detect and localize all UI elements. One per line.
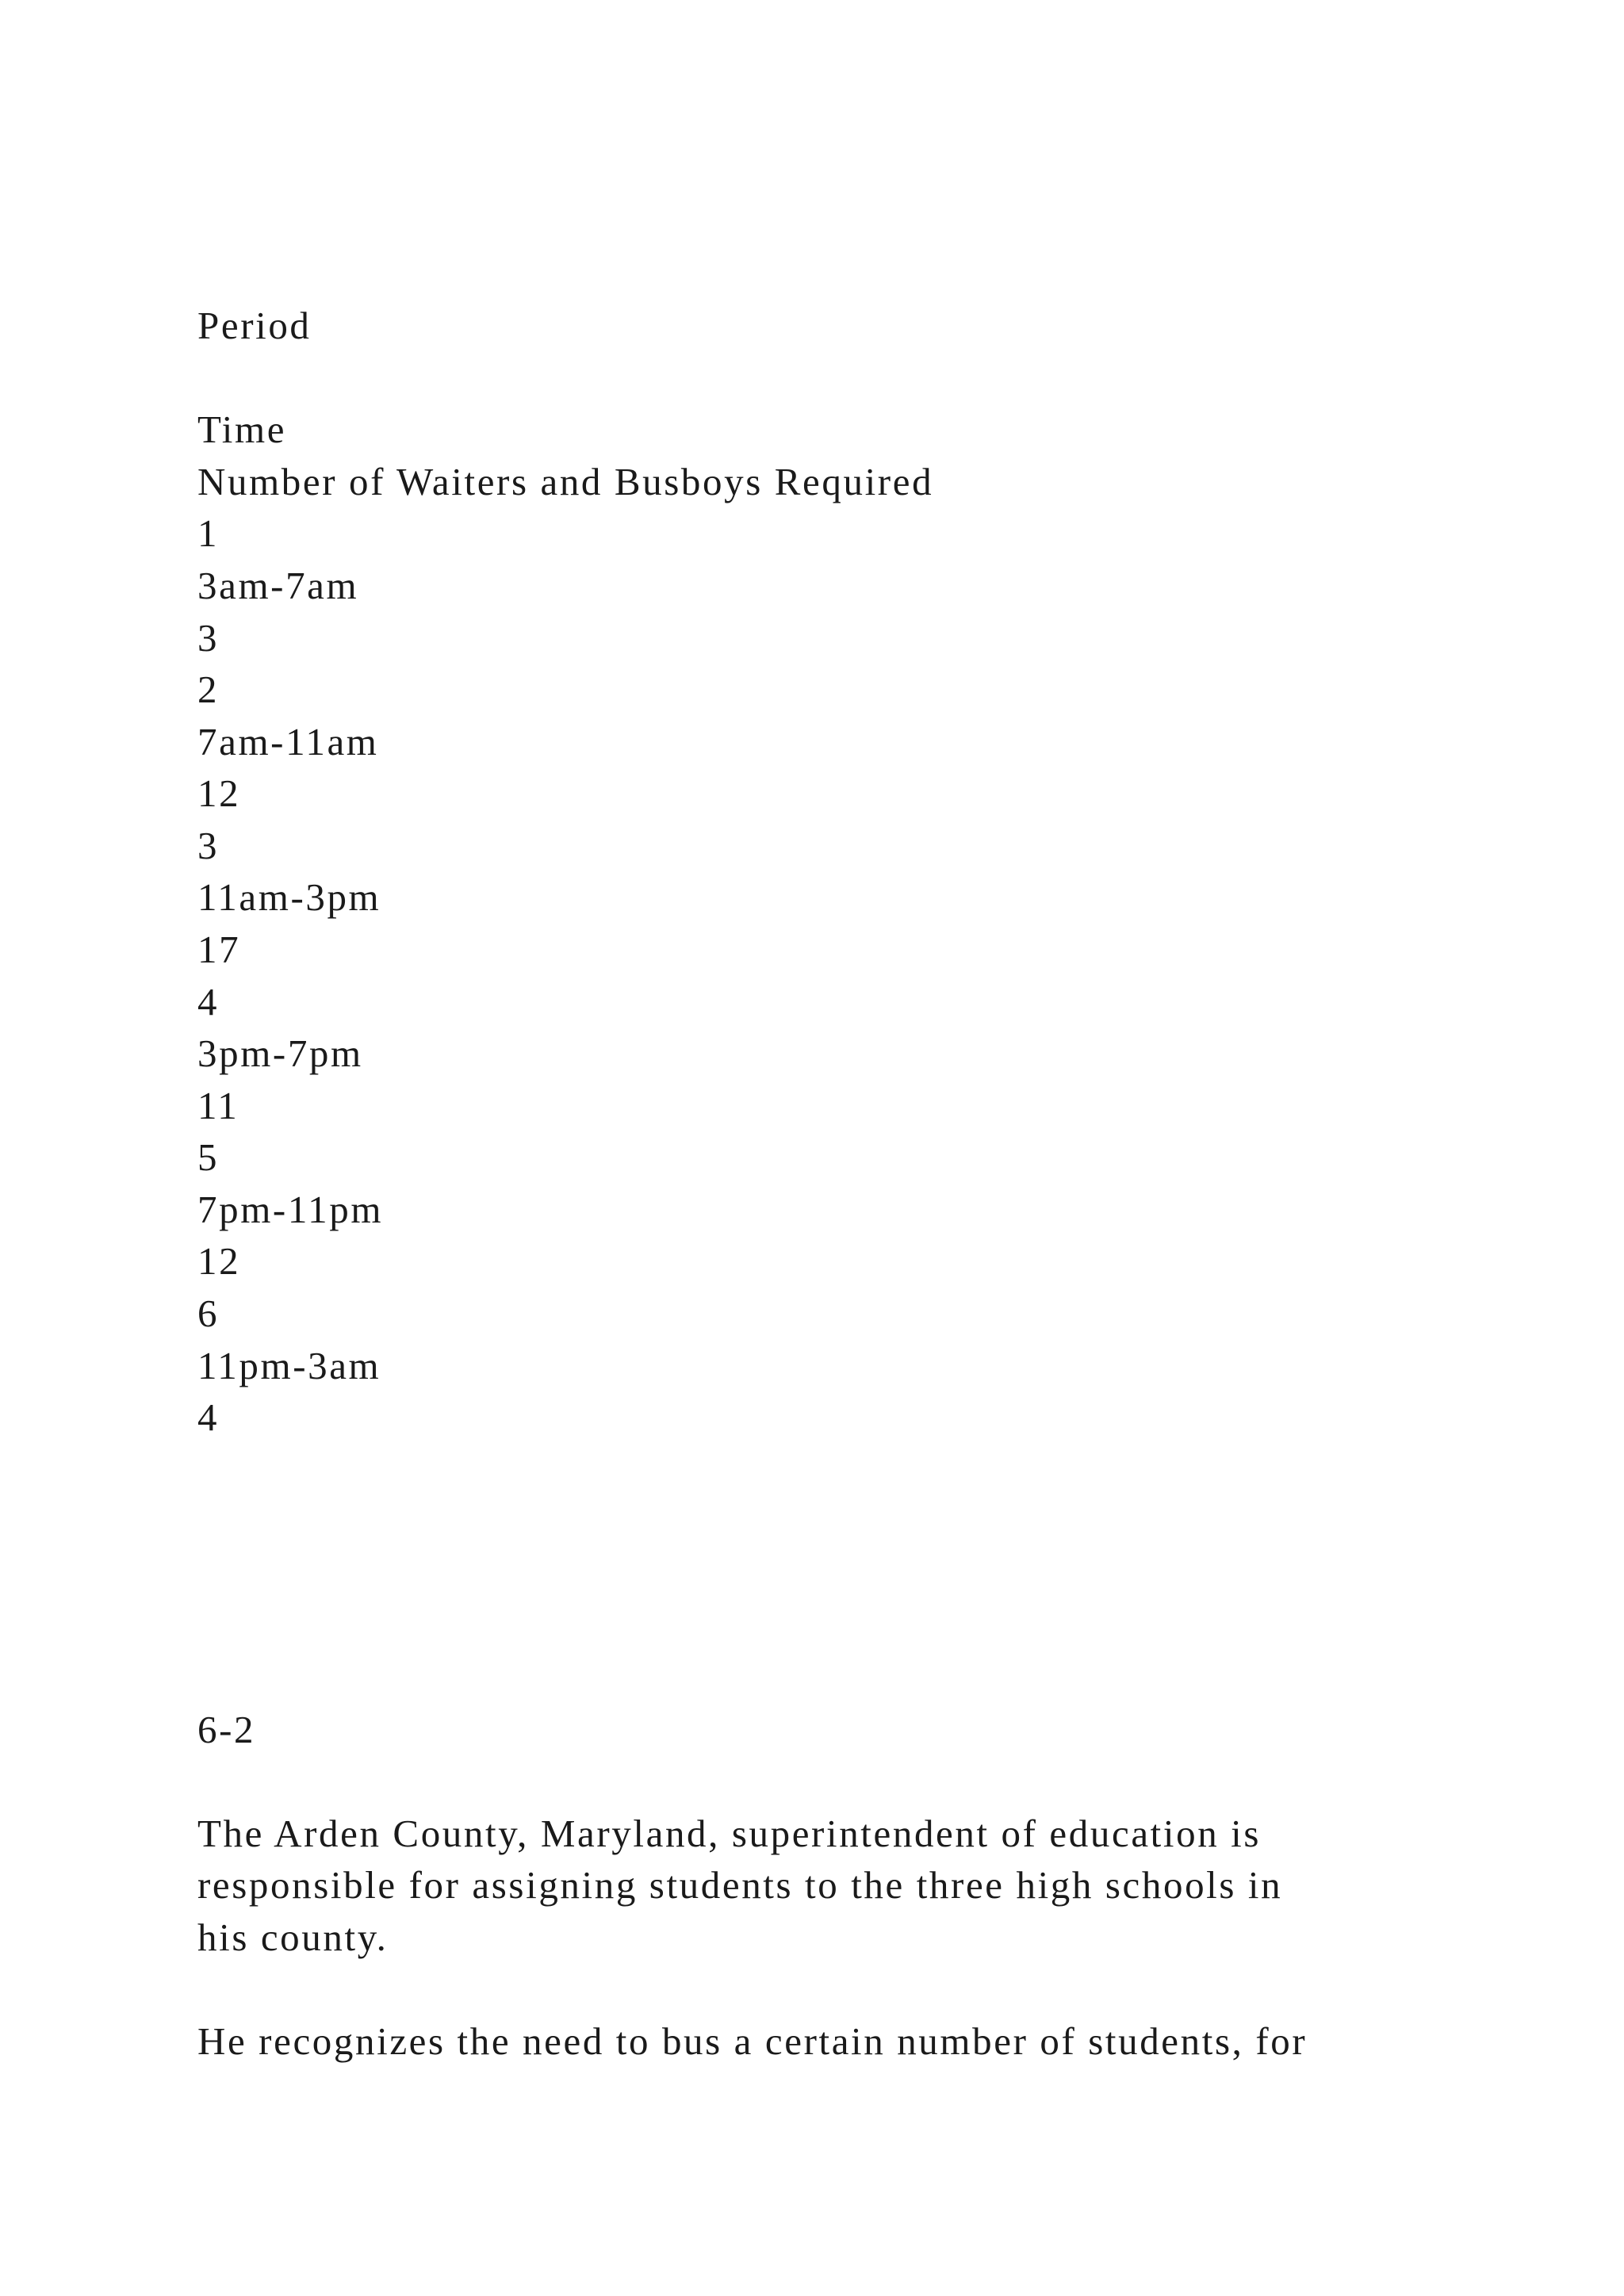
paragraph-1-line-1: The Arden County, Maryland, superintendent of education is	[197, 1812, 1262, 1855]
row-3-period: 3	[197, 824, 220, 867]
row-2-required: 12	[197, 771, 241, 815]
row-6-time: 11pm-3am	[197, 1344, 381, 1387]
header-period: Period	[197, 304, 312, 347]
paragraph-1-line-2: responsible for assigning students to the three high schools in	[197, 1863, 1283, 1907]
row-5-time: 7pm-11pm	[197, 1188, 384, 1231]
row-6-period: 6	[197, 1292, 220, 1335]
row-6-required: 4	[197, 1395, 220, 1439]
header-time: Time	[197, 408, 287, 451]
row-5-required: 12	[197, 1239, 241, 1283]
row-3-time: 11am-3pm	[197, 875, 381, 919]
paragraph-1-line-3: his county.	[197, 1915, 389, 1959]
row-1-period: 1	[197, 511, 220, 555]
row-4-period: 4	[197, 980, 220, 1024]
header-waiters-required: Number of Waiters and Busboys Required	[197, 460, 934, 503]
row-4-required: 11	[197, 1084, 239, 1127]
row-1-required: 3	[197, 616, 220, 660]
row-2-period: 2	[197, 668, 220, 711]
row-3-required: 17	[197, 928, 241, 971]
row-2-time: 7am-11am	[197, 720, 379, 763]
row-4-time: 3pm-7pm	[197, 1031, 363, 1075]
row-5-period: 5	[197, 1135, 220, 1179]
paragraph-2-line-1: He recognizes the need to bus a certain number of students, for	[197, 2019, 1308, 2063]
problem-number: 6-2	[197, 1708, 256, 1751]
row-1-time: 3am-7am	[197, 564, 359, 607]
